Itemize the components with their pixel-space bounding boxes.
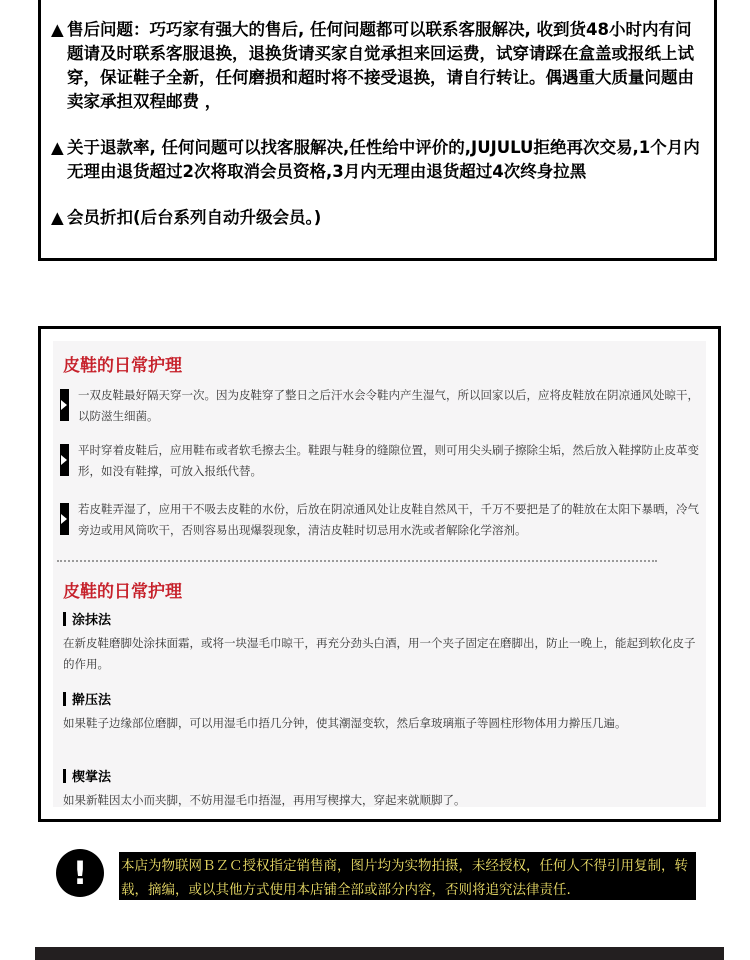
policy-text: 售后问题：巧巧家有强大的售后, 任何问题都可以联系客服解决, 收到货48小时内有问题请及时联系客服退换，退换货请买家自觉承担来回运费，试穿请踩在盒盖或报纸上试穿，保证鞋子全新，任何磨损和超时将不接受退换，请自行转让。偶遇重大质量问题由卖家承担双程邮费 ， [67, 20, 694, 111]
method-heading [63, 689, 703, 708]
method-text: 如果鞋子边缘部位磨脚，可以用湿毛巾捂几分钟，使其潮湿变软，然后拿玻璃瓶子等圆柱形物体用力擀压几遍。 [63, 716, 627, 730]
method-text: 如果新鞋因太小而夹脚，不妨用湿毛巾捂湿，再用写楔撑大，穿起来就顺脚了。 [63, 793, 466, 807]
policy-item-refund [51, 136, 704, 184]
arrow-marker-icon [60, 444, 69, 476]
care-tip-text: 一双皮鞋最好隔天穿一次。因为皮鞋穿了整日之后汗水会令鞋内产生湿气，所以回家以后，应将皮鞋放在阴凉通风处晾干，以防滋生细菌。 [78, 388, 699, 423]
care-tip-text: 平时穿着皮鞋后，应用鞋布或者软毛擦去尘。鞋跟与鞋身的缝隙位置，则可用尖头刷子擦除尘垢，然后放入鞋撑防止皮革变形，如没有鞋撑，可放入报纸代替。 [78, 443, 699, 478]
dotted-divider [57, 560, 657, 562]
copyright-notice: 本店为物联网ＢＺＣ授权指定销售商，图片均为实物拍摄，未经授权，任何人不得引用复制，转载，摘编，或以其他方式使用本店铺全部或部分内容，否则将追究法律责任. [119, 852, 696, 900]
care-method [63, 689, 703, 734]
triangle-bullet-icon: ▲ [51, 208, 64, 227]
shoe-care-box [38, 326, 721, 822]
policy-text: 会员折扣(后台系列自动升级会员。) [67, 208, 322, 227]
exclamation-glyph: ! [72, 854, 88, 892]
method-heading-label: 涂抹法 [72, 613, 112, 628]
shoe-care-panel [53, 341, 706, 807]
heading-bar-icon [63, 692, 66, 706]
care-title: 皮鞋的日常护理 [63, 356, 182, 376]
care-method [63, 766, 703, 811]
method-heading [63, 766, 703, 785]
policy-item-after-sales [51, 18, 704, 114]
arrow-marker-icon [60, 503, 69, 535]
care-tip [60, 385, 700, 427]
policy-item-member [51, 206, 704, 230]
policy-box [38, 0, 717, 261]
method-heading [63, 609, 703, 628]
care-tip [60, 440, 700, 482]
heading-bar-icon [63, 769, 66, 783]
care-title: 皮鞋的日常护理 [63, 582, 182, 602]
triangle-bullet-icon: ▲ [51, 20, 64, 39]
care-tip [60, 499, 700, 541]
bottom-dark-bar [35, 947, 724, 960]
policy-text: 关于退款率, 任何问题可以找客服解决,任性给中评价的,JUJULU拒绝再次交易,1个月内无理由退货超过2次将取消会员资格,3月内无理由退货超过4次终身拉黑 [67, 138, 700, 181]
method-heading-label: 楔掌法 [72, 770, 112, 785]
triangle-bullet-icon: ▲ [51, 138, 64, 157]
heading-bar-icon [63, 612, 66, 626]
method-heading-label: 擀压法 [72, 693, 112, 708]
method-text: 在新皮鞋磨脚处涂抹面霜，或将一块湿毛巾晾干，再充分劲头白酒，用一个夹子固定在磨脚出，防止一晚上，能起到软化皮子的作用。 [63, 636, 696, 671]
warning-exclamation-icon [56, 849, 104, 897]
care-tip-text: 若皮鞋弄湿了，应用干不吸去皮鞋的水份，后放在阴凉通风处让皮鞋自然风干，千万不要把是了的鞋放在太阳下暴晒，冷气旁边或用风筒吹干，否则容易出现爆裂现象，清洁皮鞋时切忌用水洗或者解除化学溶剂。 [78, 502, 699, 537]
care-method [63, 609, 703, 675]
arrow-marker-icon [60, 389, 69, 421]
